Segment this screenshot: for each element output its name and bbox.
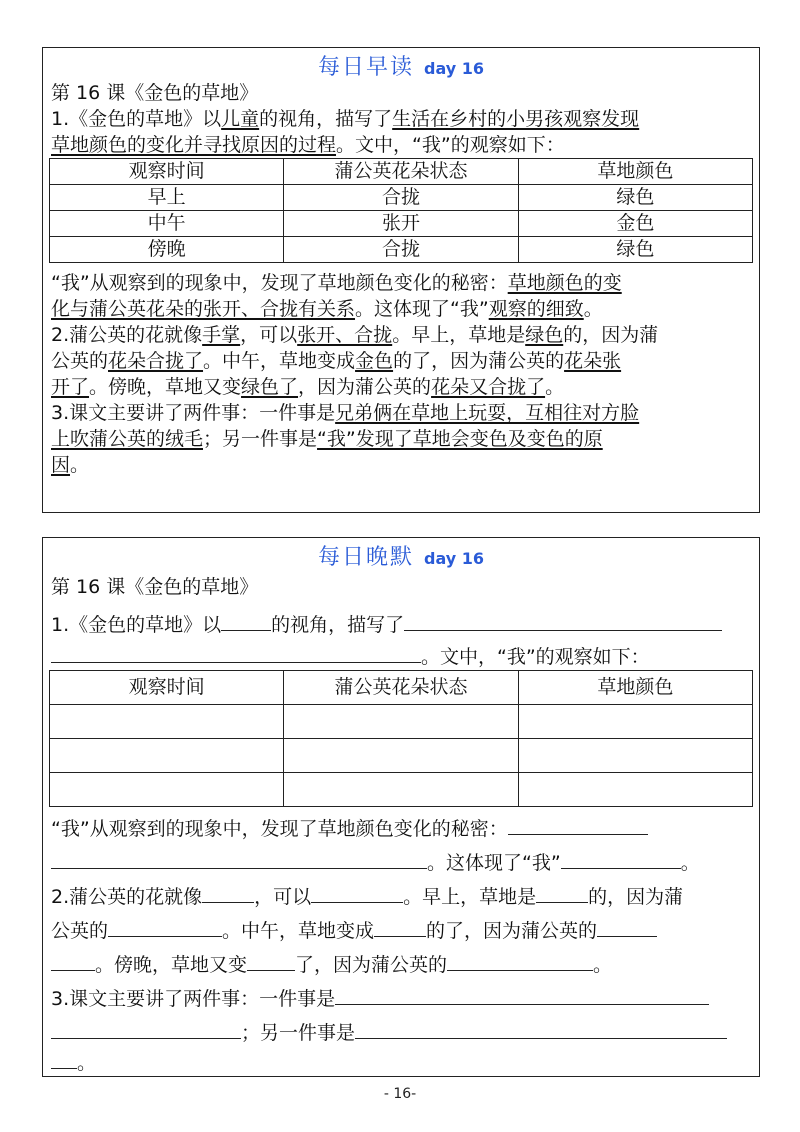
text-segment: 的了，因为蒲公英的: [426, 920, 598, 942]
text-segment: 的，因为蒲: [563, 324, 659, 346]
text-segment: 1.《金色的草地》以: [51, 108, 222, 130]
table-row: [50, 773, 753, 807]
text-segment: 。: [545, 376, 565, 398]
text-segment: 。: [583, 298, 603, 320]
fill-blank[interactable]: [202, 882, 254, 903]
text-segment: 。: [70, 454, 90, 476]
text-segment: 。文中，“我”的观察如下：: [336, 134, 565, 156]
q2-line-3: [51, 374, 753, 400]
text-segment: 了，因为蒲公英的: [295, 954, 448, 976]
text-segment: 。: [680, 852, 700, 874]
answer-segment: 绿色: [525, 324, 564, 346]
fill-blank[interactable]: [404, 610, 722, 631]
answer-segment: 张开、合拢: [297, 324, 393, 346]
text-segment: 。这体现了“我”: [427, 852, 561, 874]
evening-day-label: day 16: [423, 549, 485, 568]
table-row: [50, 237, 753, 263]
table-cell-blank[interactable]: [518, 705, 752, 739]
morning-reading-panel: [42, 47, 760, 513]
page-number: - 16-: [383, 1086, 417, 1102]
q1-line-1: [51, 610, 753, 638]
text-segment: 。傍晚，草地又变: [95, 954, 248, 976]
answer-segment: 绿色了: [241, 376, 299, 398]
table-cell-blank[interactable]: [50, 739, 284, 773]
evening-title-text: 每日晚默: [317, 545, 414, 570]
table-cell-blank[interactable]: [50, 705, 284, 739]
lesson-title: 第 16 课《金色的草地》: [51, 576, 259, 598]
lesson-heading: [51, 574, 753, 600]
q2-line-3: [51, 950, 753, 978]
text-segment: 的，因为蒲: [588, 886, 684, 908]
text-segment: 3.课文主要讲了两件事：一件事是: [51, 402, 336, 424]
table-header-cell: 观察时间: [50, 159, 284, 185]
text-segment: “我”从观察到的现象中，发现了草地颜色变化的秘密：: [51, 818, 508, 840]
table-cell: 张开: [284, 211, 518, 237]
table-cell: 金色: [518, 211, 752, 237]
text-segment: 1.《金色的草地》以: [51, 614, 222, 636]
q2-line-2: [51, 348, 753, 374]
text-segment: 。: [593, 954, 613, 976]
text-segment: 2.蒲公英的花就像: [51, 324, 203, 346]
evening-dictation-panel: [42, 537, 760, 1077]
fill-blank[interactable]: [51, 1018, 241, 1039]
fill-blank[interactable]: [597, 916, 657, 937]
q3-line-3: [51, 1048, 753, 1076]
fill-blank[interactable]: [508, 814, 648, 835]
text-segment: “我”从观察到的现象中，发现了草地颜色变化的秘密：: [51, 272, 508, 294]
morning-title-text: 每日早读: [317, 55, 414, 80]
q3-line-1: [51, 984, 753, 1012]
table-header-row: [50, 671, 753, 705]
morning-title: [43, 50, 759, 81]
answer-segment: 花朵合拢了: [108, 350, 204, 372]
answer-segment: 观察的细致: [488, 298, 584, 320]
text-segment: ；另一件事是: [203, 428, 318, 450]
table-cell-blank[interactable]: [284, 773, 518, 807]
fill-blank[interactable]: [221, 610, 271, 631]
text-segment: 的视角，描写了: [259, 108, 393, 130]
text-segment: 公英的: [51, 920, 109, 942]
lesson-heading: [51, 80, 753, 106]
text-segment: 。中午，草地变成: [203, 350, 356, 372]
table-cell: 绿色: [518, 185, 752, 211]
table-header-cell: 草地颜色: [518, 671, 752, 705]
answer-segment: “我”发现了草地会变色及变色的原: [317, 428, 603, 450]
text-segment: 。早上，草地是: [392, 324, 526, 346]
answer-segment: 开了: [51, 376, 90, 398]
q2-line-1: [51, 322, 753, 348]
fill-blank[interactable]: [447, 950, 593, 971]
text-segment: ，可以: [240, 324, 298, 346]
q3-line-2: [51, 1018, 753, 1046]
table-row: [50, 705, 753, 739]
q1-line-2: [51, 132, 753, 158]
table-cell: 绿色: [518, 237, 752, 263]
fill-blank[interactable]: [311, 882, 403, 903]
table-header-cell: 草地颜色: [518, 159, 752, 185]
q3-line-3: [51, 452, 753, 478]
answer-segment: 上吹蒲公英的绒毛: [51, 428, 204, 450]
evening-title: [43, 540, 759, 571]
q1-line-1: [51, 106, 753, 132]
table-row: [50, 185, 753, 211]
text-segment: ；另一件事是: [241, 1022, 356, 1044]
table-header-row: [50, 159, 753, 185]
table-row: [50, 211, 753, 237]
answer-segment: 草地颜色的变化并寻找原因的过程: [51, 134, 337, 156]
table-row: [50, 739, 753, 773]
morning-day-label: day 16: [423, 59, 485, 78]
table-header-cell: 蒲公英花朵状态: [284, 671, 518, 705]
answer-segment: 金色: [355, 350, 394, 372]
q2-line-2: [51, 916, 753, 944]
text-segment: 3.课文主要讲了两件事：一件事是: [51, 988, 336, 1010]
answer-segment: 手掌: [202, 324, 241, 346]
text-segment: 公英的: [51, 350, 109, 372]
secret-line-2: [51, 848, 753, 876]
text-segment: 的视角，描写了: [271, 614, 405, 636]
observation-table: [49, 670, 753, 807]
secret-line-2: [51, 296, 753, 322]
table-cell-blank[interactable]: [284, 705, 518, 739]
secret-line-1: [51, 814, 753, 842]
table-cell-blank[interactable]: [50, 773, 284, 807]
fill-blank[interactable]: [51, 642, 421, 663]
text-segment: 。文中，“我”的观察如下：: [421, 646, 650, 668]
text-segment: 2.蒲公英的花就像: [51, 886, 203, 908]
answer-segment: 儿童: [221, 108, 260, 130]
answer-segment: 花朵又合拢了: [431, 376, 546, 398]
lesson-title: 第 16 课《金色的草地》: [51, 82, 259, 104]
fill-blank[interactable]: [536, 882, 588, 903]
answer-segment: 草地颜色的变: [507, 272, 622, 294]
answer-segment: 花朵张: [564, 350, 622, 372]
q3-line-1: [51, 400, 753, 426]
table-cell: 中午: [50, 211, 284, 237]
table-header-cell: 蒲公英花朵状态: [284, 159, 518, 185]
table-header-cell: 观察时间: [50, 671, 284, 705]
q3-line-2: [51, 426, 753, 452]
fill-blank[interactable]: [108, 916, 222, 937]
answer-segment: 化与蒲公英花朵的张开、合拢有关系: [51, 298, 356, 320]
q1-line-2: [51, 642, 753, 670]
fill-blank[interactable]: [51, 950, 95, 971]
text-segment: ，可以: [254, 886, 312, 908]
table-cell-blank[interactable]: [518, 739, 752, 773]
table-cell: 傍晚: [50, 237, 284, 263]
text-segment: 。这体现了“我”: [355, 298, 489, 320]
fill-blank[interactable]: [51, 1048, 77, 1069]
table-cell: 合拢: [284, 237, 518, 263]
answer-segment: 兄弟俩在草地上玩耍，互相往对方脸: [335, 402, 640, 424]
table-cell: 早上: [50, 185, 284, 211]
text-segment: 。中午，草地变成: [222, 920, 375, 942]
answer-segment: 生活在乡村的小男孩观察发现: [392, 108, 640, 130]
fill-blank[interactable]: [355, 1018, 727, 1039]
text-segment: 。傍晚，草地又变: [89, 376, 242, 398]
q2-line-1: [51, 882, 753, 910]
text-segment: 的了，因为蒲公英的: [393, 350, 565, 372]
table-cell-blank[interactable]: [284, 739, 518, 773]
fill-blank[interactable]: [335, 984, 709, 1005]
answer-segment: 因: [51, 454, 71, 476]
secret-line-1: [51, 270, 753, 296]
observation-table: [49, 158, 753, 263]
fill-blank[interactable]: [51, 848, 427, 869]
table-cell: 合拢: [284, 185, 518, 211]
table-cell-blank[interactable]: [518, 773, 752, 807]
fill-blank[interactable]: [561, 848, 681, 869]
text-segment: 。早上，草地是: [403, 886, 537, 908]
text-segment: ，因为蒲公英的: [298, 376, 432, 398]
text-segment: 。: [77, 1052, 97, 1074]
fill-blank[interactable]: [374, 916, 426, 937]
fill-blank[interactable]: [247, 950, 295, 971]
